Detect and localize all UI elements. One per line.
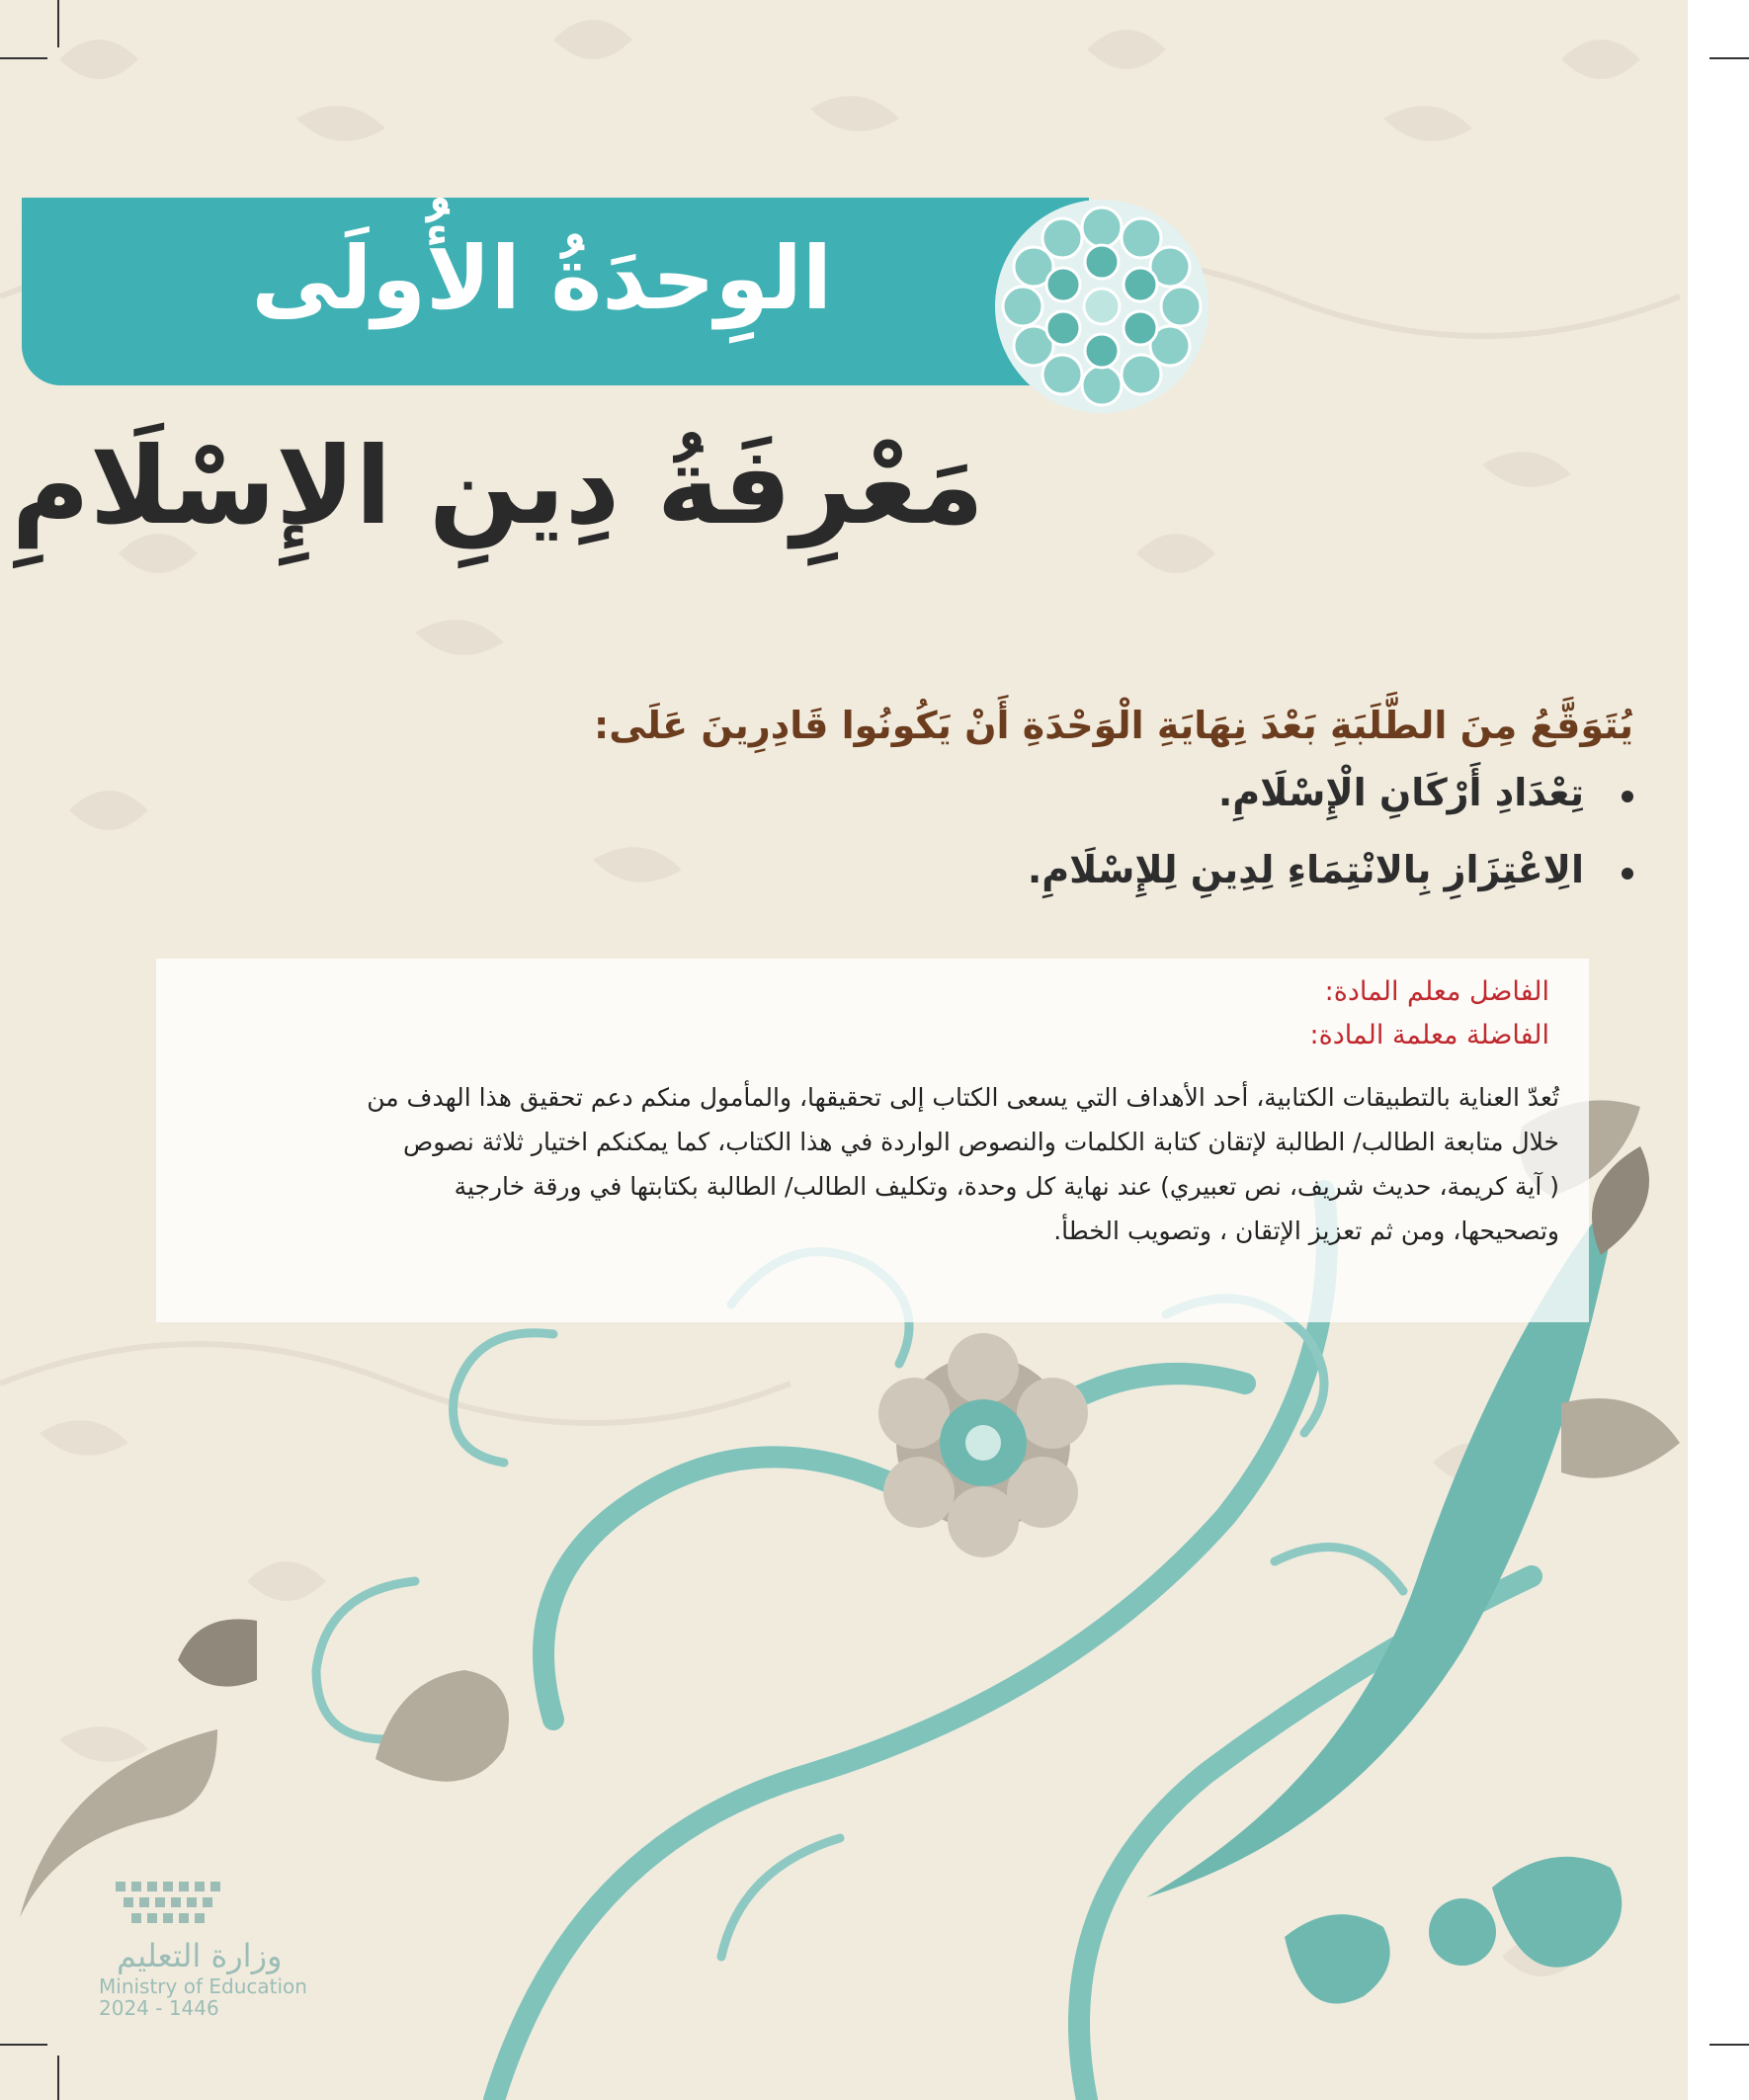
note-line: وتصحيحها، ومن ثم تعزيز الإتقان ، وتصويب الخطأ. — [1053, 1217, 1559, 1245]
note-line: خلال متابعة الطالب/ الطالبة لإتقان كتابة الكلمات والنصوص الواردة في هذا الكتاب، كما يمكنكم اختيار ثلاثة نصوص — [403, 1128, 1559, 1156]
crop-mark — [0, 2044, 47, 2046]
objective-text: تِعْدَادِ أَرْكَانِ الْإِسْلَامِ. — [1217, 771, 1584, 814]
bullet-icon — [1622, 868, 1633, 880]
list-item — [1028, 848, 1633, 891]
crop-mark — [57, 0, 59, 47]
unit-title: مَعْرِفَةُ دِينِ الإِسْلَامِ — [11, 425, 984, 548]
logo-year: 2024 - 1446 — [99, 1996, 219, 2020]
logo-text-en: Ministry of Education — [99, 1974, 307, 1998]
page-gutter — [1688, 0, 1749, 2100]
bullet-icon — [1622, 791, 1633, 802]
note-line: ( آية كريمة، حديث شريف، نص تعبيري) عند نهاية كل وحدة، وتكليف الطالب/ الطالبة بكتابتها في ورقة خارجية — [454, 1172, 1559, 1201]
crop-mark — [0, 57, 47, 59]
rosette-ornament-icon — [988, 193, 1215, 420]
note-body — [186, 1075, 1559, 1253]
objective-text: الِاعْتِزَازِ بِالانْتِمَاءِ لِدِينِ لِلإِسْلَامِ. — [1027, 848, 1584, 891]
ministry-logo-icon — [104, 1878, 232, 1937]
note-heading-female: الفاضلة معلمة المادة: — [1309, 1020, 1549, 1050]
unit-banner — [22, 198, 1089, 385]
teacher-note-box — [156, 959, 1589, 1322]
list-item — [1028, 771, 1633, 814]
note-line: تُعدّ العناية بالتطبيقات الكتابية، أحد الأهداف التي يسعى الكتاب إلى تحقيقها، والمأمول منكم دعم تحقيق هذا الهدف من — [367, 1083, 1559, 1112]
note-heading-male: الفاضل معلم المادة: — [1324, 976, 1549, 1007]
crop-mark — [57, 2056, 59, 2100]
unit-label: الوِحدَةُ الأُولَى — [251, 227, 832, 329]
crop-mark — [1709, 2044, 1749, 2046]
objectives-list — [1028, 771, 1633, 925]
logo-text-ar: وزارة التعليم — [117, 1937, 283, 1974]
crop-mark — [1709, 57, 1749, 59]
objectives-lead: يُتَوَقَّعُ مِنَ الطَّلَبَةِ بَعْدَ نِهَايَةِ الْوَحْدَةِ أَنْ يَكُونُوا قَادِرِينَ عَلَى: — [594, 704, 1633, 747]
